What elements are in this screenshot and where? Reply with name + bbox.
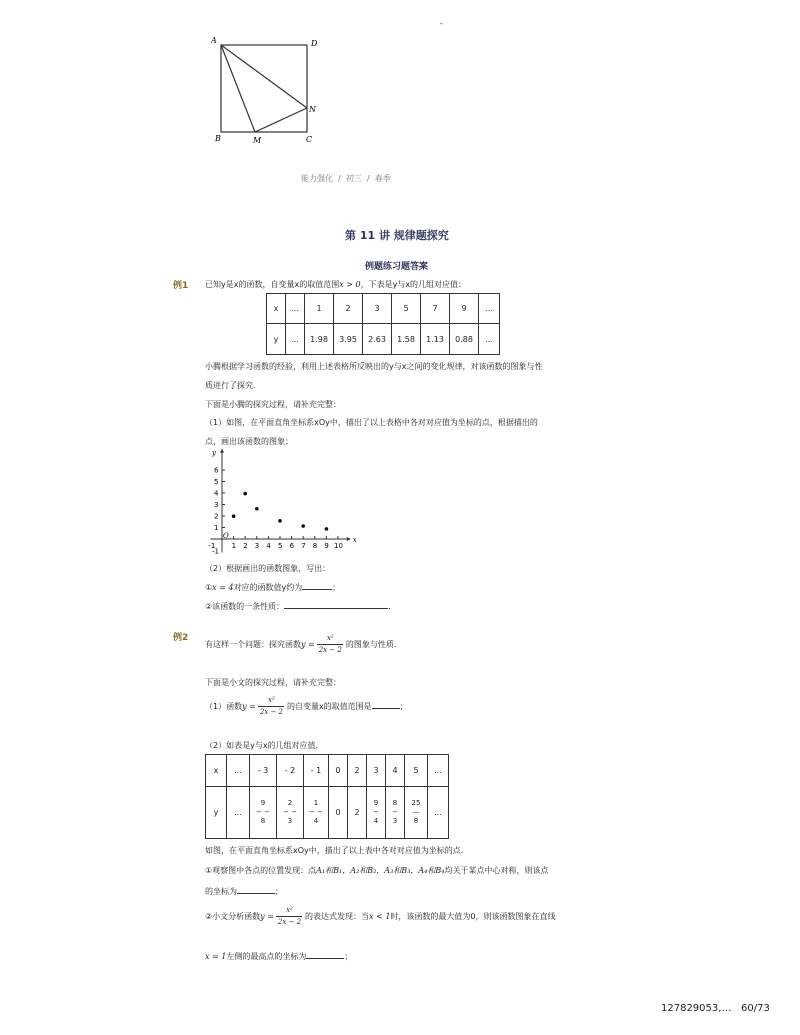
table-row-x [206, 755, 449, 787]
cell: … [286, 324, 305, 355]
table-row-y [267, 324, 500, 355]
cell: 3 [367, 755, 386, 787]
example2-para3: 如图，在平面直角坐标系xOy中，描出了以上表中各对对应值为坐标的点． [205, 846, 469, 855]
example2-para: 下面是小文的探究过程，请补充完整： [205, 678, 341, 687]
example2-intro [205, 634, 402, 655]
q4-cond: x < 1 [369, 912, 391, 921]
intro-condition: x > 0 [339, 280, 361, 289]
y-axis-label: y [212, 448, 216, 457]
cell: 1 [305, 294, 334, 324]
cell: - 1 [304, 755, 329, 787]
label-d: D [311, 39, 318, 48]
example1-q2: （2）根据画出的函数图象，写出： [205, 564, 331, 573]
square-abcd [221, 45, 307, 132]
y-fraction [392, 799, 398, 826]
cell: … [227, 787, 250, 839]
cell [405, 787, 428, 839]
axis-ticks [208, 467, 343, 556]
frac-num: x² [326, 634, 334, 642]
example1-q1-line1: （1）如图，在平面直角坐标系xOy中，描出了以上表格中各对对应值为坐标的点，根据描出的 [205, 418, 538, 427]
q2-item1-a: ① [205, 583, 213, 592]
example2-q4 [205, 906, 556, 927]
q4-text-a: ②小文分析函数 [205, 912, 261, 921]
q4-line2-cond: x = 1 [205, 952, 227, 961]
y-tick-label: -1 [212, 547, 219, 556]
data-point [232, 514, 236, 518]
x-tick-label: 5 [278, 542, 283, 550]
y-eq: y = [242, 702, 256, 711]
example1-tag: 例1 [173, 281, 189, 291]
example2-q1 [205, 696, 408, 717]
y-tick-label: 1 [214, 524, 219, 532]
section-title: 例题练习题答案 [365, 262, 429, 272]
cell: 0 [329, 787, 348, 839]
page-number: 60/73 [741, 1003, 770, 1014]
breadcrumb-part1: 能力强化 [301, 174, 333, 183]
cell: 4 [386, 755, 405, 787]
y-fraction [309, 799, 323, 826]
lecture-title: 第 11 讲 规律题探究 [345, 229, 449, 242]
q3-text-a: ①观察图中各点的位置发现：点 [205, 866, 317, 875]
breadcrumb-part2: 初三 [345, 174, 362, 183]
frac-den: 2x − 2 [277, 918, 302, 926]
q2-item1-b: 对应的函数值y约为 [233, 583, 303, 592]
breadcrumb-sep1: / [338, 174, 341, 183]
data-point [301, 524, 305, 528]
label-b: B [215, 134, 221, 143]
q1-end: ； [399, 702, 408, 711]
cell: 9 [450, 294, 479, 324]
cell: - 2 [277, 755, 304, 787]
cell: x [267, 294, 286, 324]
example2-table [205, 754, 449, 839]
q2-item2-text: ②该函数的一条性质： [205, 602, 285, 611]
x-tick-label: 9 [324, 542, 329, 550]
cell: … [227, 755, 250, 787]
y-eq: y = [301, 640, 315, 649]
example1-q2-item2 [205, 601, 396, 613]
cell: 2 [334, 294, 363, 324]
y-tick-label: 6 [214, 466, 219, 475]
num: 8 [392, 799, 398, 807]
cell: … [479, 294, 500, 324]
neg-bar: − − [309, 808, 323, 816]
data-point [325, 527, 329, 531]
neg-bar: − − [283, 808, 297, 816]
neg-bar: − [373, 808, 379, 816]
geometry-figure [205, 30, 325, 150]
den: 8 [260, 817, 266, 825]
q3-text-b: 均关于某点中心对称，则该点 [444, 866, 549, 875]
q3-points: A₁和B₁，A₂和B₂，A₃和B₃，A₄和B₄ [316, 866, 445, 875]
breadcrumb-sep2: / [366, 174, 370, 183]
answer-blank[interactable] [284, 608, 388, 609]
neg-bar: − − [256, 808, 270, 816]
y-fraction [373, 799, 379, 826]
data-point [278, 519, 282, 523]
den: 3 [287, 817, 293, 825]
breadcrumb-part3: 春季 [374, 174, 391, 183]
intro-text-a: 已知y是x的函数，自变量x的取值范围 [205, 280, 340, 289]
q4-text-b: 的表达式发现：当 [305, 912, 370, 921]
example1-intro [205, 279, 466, 291]
cell: 0.88 [450, 324, 479, 355]
label-n: N [309, 105, 316, 114]
intro-text-b: ，下表是y与x的几组对应值： [360, 280, 467, 289]
cell: 2 [348, 787, 367, 839]
cell: 3 [363, 294, 392, 324]
example2-q3-line2 [205, 886, 283, 898]
den: 4 [373, 817, 379, 825]
q1-text-a: （1）函数 [205, 702, 243, 711]
cell: 1.13 [421, 324, 450, 355]
neg-bar: — [412, 808, 420, 816]
answer-blank[interactable] [302, 589, 332, 590]
cell: … [479, 324, 500, 355]
q3-end: ； [275, 887, 283, 896]
x-tick-label: 7 [301, 542, 306, 550]
den: 3 [392, 817, 398, 825]
x-axis-label: x [352, 536, 357, 544]
example1-para1-line2: 质进行了探究． [205, 381, 261, 390]
den: 4 [313, 817, 319, 825]
frac-num: x² [268, 696, 275, 704]
example1-q2-item1 [205, 582, 340, 594]
cell [386, 787, 405, 839]
cell: 2.63 [363, 324, 392, 355]
q2-item2-end: ． [388, 602, 397, 611]
example2-q2: （2）如表是y与x的几组对应值． [205, 741, 324, 750]
cell: x [206, 755, 227, 787]
x-tick-label: 10 [334, 542, 343, 550]
cell [250, 787, 277, 839]
example1-para1-line1: 小腾根据学习函数的经验，利用上述表格所反映出的y与x之间的变化规律，对该函数的图象与性 [205, 362, 543, 371]
label-a: A [211, 36, 217, 45]
example2-q4-line2 [205, 951, 352, 963]
x-axis-arrow [347, 537, 351, 541]
intro-text-b: 的图象与性质． [345, 640, 402, 649]
example2-q3 [205, 865, 548, 877]
y-eq: y = [260, 912, 274, 921]
q2-item1-end: ； [332, 583, 341, 592]
num: 9 [260, 799, 266, 807]
cell [367, 787, 386, 839]
table-row-x [267, 294, 500, 324]
y-tick-label: 3 [214, 501, 219, 509]
function-fraction [317, 634, 343, 655]
cell: 7 [421, 294, 450, 324]
cell: … [428, 755, 449, 787]
breadcrumb [301, 173, 391, 184]
q3-line2-text: 的坐标为 [205, 887, 237, 896]
x-tick-label: 6 [289, 542, 295, 550]
cell: … [286, 294, 305, 324]
num: 9 [373, 799, 379, 807]
cell: 5 [392, 294, 421, 324]
num: 25 [411, 799, 421, 807]
example1-scatter-chart [200, 445, 370, 557]
q4-text-c: 时，该函数的最大值为0，则该函数图象在直线 [390, 912, 556, 921]
x-tick-label: 8 [312, 542, 318, 550]
example2-tag: 例2 [173, 633, 189, 643]
num: 1 [313, 799, 319, 807]
frac-num: x² [286, 906, 293, 914]
cell: y [206, 787, 227, 839]
example1-para2: 下面是小腾的探究过程，请补充完整： [205, 400, 341, 409]
function-fraction [258, 696, 284, 717]
q2-item1-cond: x = 4 [212, 583, 234, 592]
y-tick-label: 4 [214, 489, 219, 498]
label-m: M [253, 136, 262, 145]
cell: 1.98 [305, 324, 334, 355]
q4-line2-text: 左侧的最高点的坐标为 [226, 952, 307, 961]
example1-table [266, 293, 500, 355]
y-axis-arrow [220, 449, 224, 453]
y-fraction [283, 799, 297, 826]
y-tick-label: 2 [214, 512, 219, 521]
x-tick-label: 4 [266, 542, 271, 550]
label-c: C [306, 135, 313, 144]
function-fraction [276, 906, 302, 927]
cell: 2 [348, 755, 367, 787]
segment-mn [255, 108, 307, 132]
num: 2 [287, 799, 293, 807]
y-fraction [256, 799, 270, 826]
y-tick-label: 5 [214, 478, 219, 486]
cell: 5 [405, 755, 428, 787]
y-fraction [412, 799, 421, 826]
table-row-y [206, 787, 449, 839]
cell [304, 787, 329, 839]
footer [661, 1003, 770, 1014]
cell: - 3 [250, 755, 277, 787]
intro-text-a: 有这样一个问题：探究函数 [205, 640, 301, 649]
answer-blank[interactable] [237, 893, 275, 894]
answer-blank[interactable] [306, 958, 344, 959]
neg-bar: − [392, 808, 398, 816]
x-tick-label: -1 [208, 542, 216, 550]
frac-den: 2x − 2 [259, 708, 283, 716]
x-tick-label: 2 [243, 542, 248, 550]
x-tick-label: 1 [231, 542, 237, 550]
q4-end: ； [344, 952, 353, 961]
q1-text-b: 的自变量x的取值范围是 [286, 702, 372, 711]
frac-den: 2x − 2 [318, 646, 342, 654]
cell: … [428, 787, 449, 839]
x-tick-label: 3 [254, 542, 260, 550]
cell: 3.95 [334, 324, 363, 355]
den: 8 [413, 817, 419, 825]
header-mark: - [440, 19, 443, 28]
cell: y [267, 324, 286, 355]
data-point [255, 507, 259, 511]
cell [277, 787, 304, 839]
data-point [243, 492, 247, 496]
answer-blank[interactable] [372, 708, 400, 709]
example1-q1-line2: 点，画出该函数的图象； [205, 437, 293, 446]
data-points [232, 492, 328, 531]
origin-label: O [223, 532, 229, 540]
cell: 1.58 [392, 324, 421, 355]
cell: 0 [329, 755, 348, 787]
doc-id: 127829053,… [661, 1003, 732, 1014]
